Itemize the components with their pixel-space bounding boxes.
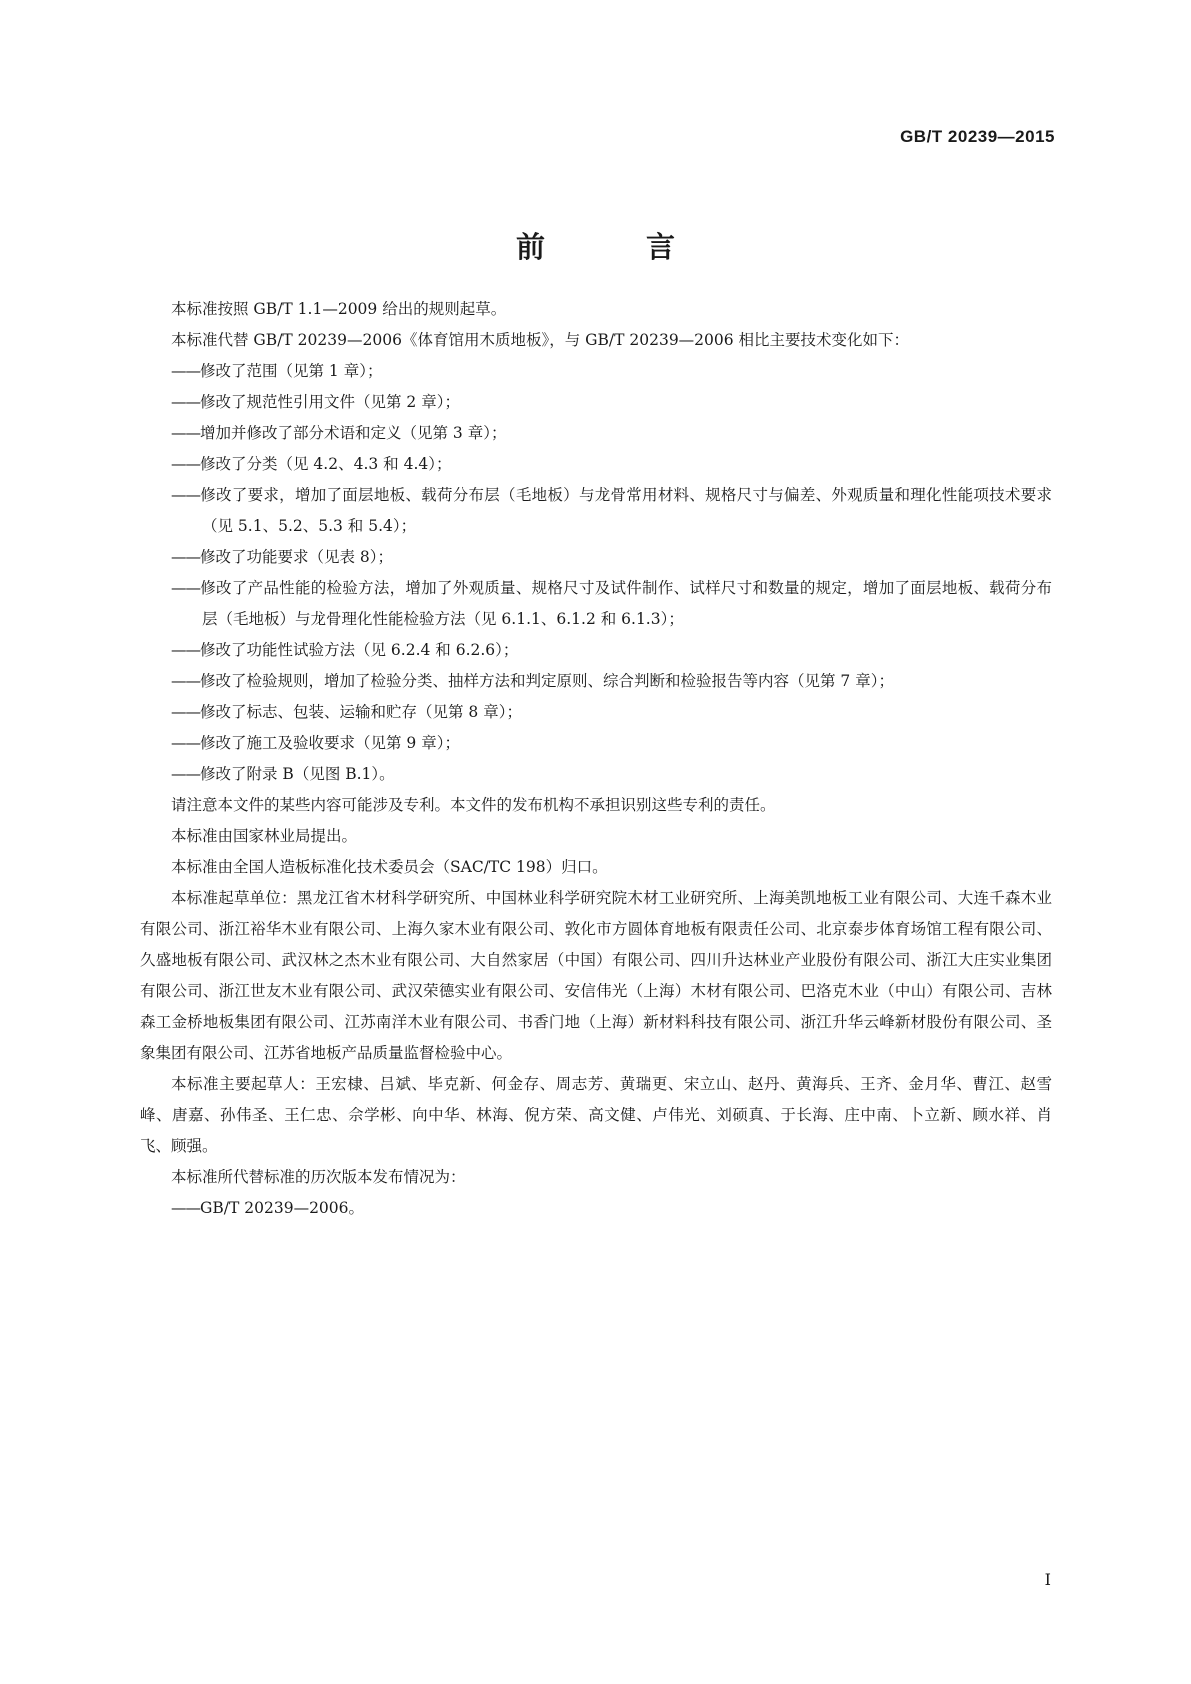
list-item xyxy=(140,480,1052,542)
page-title: 前 言 xyxy=(515,230,711,264)
dash-marker: —— xyxy=(171,362,200,380)
list-item xyxy=(140,387,1052,418)
list-item-text: 修改了规范性引用文件（见第 2 章）； xyxy=(200,393,460,411)
committee-paragraph: 本标准由全国人造板标准化技术委员会（SAC/TC 198）归口。 xyxy=(171,858,608,876)
list-item xyxy=(140,356,1052,387)
list-item-text: 修改了范围（见第 1 章）； xyxy=(200,362,383,380)
dash-marker: —— xyxy=(171,579,200,597)
list-item-text: 修改了施工及验收要求（见第 9 章）； xyxy=(200,734,460,752)
list-item-text: 修改了附录 B（见图 B.1）。 xyxy=(200,765,395,783)
list-item-text: 修改了产品性能的检验方法，增加了外观质量、规格尺寸及试件制作、试样尺寸和数量的规定，增加了面层地板、载荷分布层（毛地板）与龙骨理化性能检验方法（见 6.1.1、6.1.2 和 6.1.3）； xyxy=(200,579,1052,628)
standard-code: GB/T 20239—2015 xyxy=(900,127,1055,146)
dash-marker: —— xyxy=(171,641,200,659)
changes-list xyxy=(140,356,1052,790)
list-item-text: 修改了检验规则，增加了检验分类、抽样方法和判定原则、综合判断和检验报告等内容（见第 7 章）； xyxy=(200,672,894,690)
list-item-text: 修改了功能性试验方法（见 6.2.4 和 6.2.6）； xyxy=(200,641,519,659)
dash-marker: —— xyxy=(171,393,200,411)
list-item xyxy=(140,1193,1052,1224)
list-item-text: 修改了功能要求（见表 8）； xyxy=(200,548,394,566)
list-item xyxy=(140,728,1052,759)
history-intro-paragraph: 本标准所代替标准的历次版本发布情况为： xyxy=(171,1168,466,1186)
list-item xyxy=(140,666,1052,697)
list-item-text: 修改了要求，增加了面层地板、载荷分布层（毛地板）与龙骨常用材料、规格尺寸与偏差、外观质量和理化性能项技术要求（见 5.1、5.2、5.3 和 5.4）； xyxy=(200,486,1052,535)
page-number: I xyxy=(1044,1570,1051,1589)
dash-marker: —— xyxy=(171,486,200,504)
list-item xyxy=(140,573,1052,635)
list-item xyxy=(140,449,1052,480)
intro-paragraph: 本标准代替 GB/T 20239—2006《体育馆用木质地板》，与 GB/T 20239—2006 相比主要技术变化如下： xyxy=(171,331,910,349)
foreword-body xyxy=(140,294,1052,1224)
patent-notice: 请注意本文件的某些内容可能涉及专利。本文件的发布机构不承担识别这些专利的责任。 xyxy=(171,796,776,814)
list-item xyxy=(140,759,1052,790)
intro-paragraph: 本标准按照 GB/T 1.1—2009 给出的规则起草。 xyxy=(171,300,507,318)
list-item xyxy=(140,635,1052,666)
dash-marker: —— xyxy=(171,455,200,473)
dash-marker: —— xyxy=(171,1199,200,1217)
list-item-text: 修改了标志、包装、运输和贮存（见第 8 章）； xyxy=(200,703,522,721)
list-item xyxy=(140,697,1052,728)
dash-marker: —— xyxy=(171,548,200,566)
proposer-paragraph: 本标准由国家林业局提出。 xyxy=(171,827,358,845)
dash-marker: —— xyxy=(171,703,200,721)
history-list xyxy=(140,1193,1052,1224)
list-item-text: 增加并修改了部分术语和定义（见第 3 章）； xyxy=(200,424,507,442)
dash-marker: —— xyxy=(171,424,200,442)
list-item-text: GB/T 20239—2006。 xyxy=(200,1199,365,1217)
drafters-paragraph: 本标准主要起草人：王宏棣、吕斌、毕克新、何金存、周志芳、黄瑞更、宋立山、赵丹、黄海兵、王齐、金月华、曹江、赵雪峰、唐嘉、孙伟圣、王仁忠、佘学彬、向中华、林海、倪方荣、高文健、卢伟光、刘硕真、于长海、庄中南、卜立新、顾水祥、肖飞、顾强。 xyxy=(140,1075,1052,1155)
list-item xyxy=(140,542,1052,573)
list-item-text: 修改了分类（见 4.2、4.3 和 4.4）； xyxy=(200,455,452,473)
dash-marker: —— xyxy=(171,765,200,783)
dash-marker: —— xyxy=(171,672,200,690)
list-item xyxy=(140,418,1052,449)
dash-marker: —— xyxy=(171,734,200,752)
drafting-units-paragraph: 本标准起草单位：黑龙江省木材科学研究所、中国林业科学研究院木材工业研究所、上海美凯地板工业有限公司、大连千森木业有限公司、浙江裕华木业有限公司、上海久家木业有限公司、敦化市方圆体育地板有限责任公司、北京泰步体育场馆工程有限公司、久盛地板有限公司、武汉林之杰木业有限公司、大自然家居（中国）有限公司、四川升达林业产业股份有限公司、浙江大庄实业集团有限公司、浙江世友木业有限公司、武汉荣德实业有限公司、安信伟光（上海）木材有限公司、巴洛克木业（中山）有限公司、吉林森工金桥地板集团有限公司、江苏南洋木业有限公司、书香门地（上海）新材料科技有限公司、浙江升华云峰新材股份有限公司、圣象集团有限公司、江苏省地板产品质量监督检验中心。 xyxy=(140,889,1052,1062)
